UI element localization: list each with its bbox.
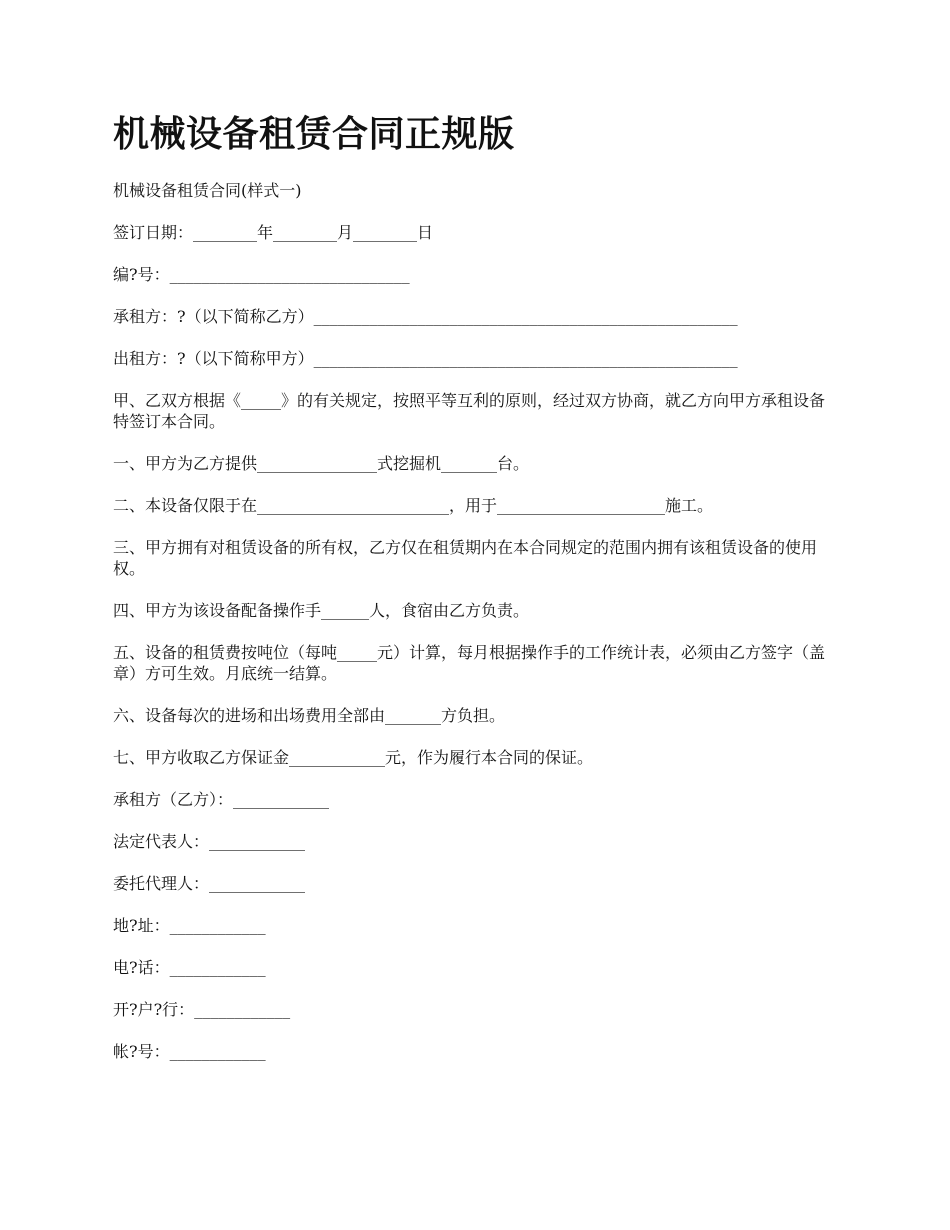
contract-subtitle: 机械设备租赁合同(样式一) bbox=[113, 181, 302, 200]
document-page bbox=[113, 108, 840, 1083]
preamble-paragraph: 甲、乙双方根据《_____》的有关规定，按照平等互利的原则，经过双方协商，就乙方向甲方承租设备特签订本合同。 bbox=[113, 391, 826, 431]
lessee-signature-line: 承租方（乙方）：____________ bbox=[113, 790, 330, 809]
clause-7: 七、甲方收取乙方保证金____________元，作为履行本合同的保证。 bbox=[113, 748, 594, 767]
clause-6: 六、设备每次的进场和出场费用全部由_______方负担。 bbox=[113, 706, 506, 725]
clause-1: 一、甲方为乙方提供_______________式挖掘机_______台。 bbox=[113, 454, 530, 473]
address-line: 地?址：____________ bbox=[113, 916, 266, 935]
contract-number-line: 编?号：______________________________ bbox=[113, 265, 410, 284]
clause-5: 五、设备的租赁费按吨位（每吨_____元）计算，每月根据操作手的工作统计表，必须由乙方签字（盖章）方可生效。月底统一结算。 bbox=[113, 643, 826, 683]
signing-date-line: 签订日期：________年________月________日 bbox=[113, 223, 434, 242]
account-number-line: 帐?号：____________ bbox=[113, 1042, 266, 1061]
clause-3: 三、甲方拥有对租赁设备的所有权，乙方仅在租赁期内在本合同规定的范围内拥有该租赁设备的使用权。 bbox=[113, 538, 818, 578]
lessee-line: 承租方：?（以下简称乙方）_____________________________________________________ bbox=[113, 307, 738, 326]
clause-4: 四、甲方为该设备配备操作手______人，食宿由乙方负责。 bbox=[113, 601, 530, 620]
clause-2: 二、本设备仅限于在________________________，用于_____________________施工。 bbox=[113, 496, 714, 515]
lessor-line: 出租方：?（以下简称甲方）_____________________________________________________ bbox=[113, 349, 738, 368]
bank-line: 开?户?行：____________ bbox=[113, 1000, 291, 1019]
legal-representative-line: 法定代表人：____________ bbox=[113, 832, 306, 851]
document-title: 机械设备租赁合同正规版 bbox=[113, 114, 515, 155]
authorized-agent-line: 委托代理人：____________ bbox=[113, 874, 306, 893]
phone-line: 电?话：____________ bbox=[113, 958, 266, 977]
